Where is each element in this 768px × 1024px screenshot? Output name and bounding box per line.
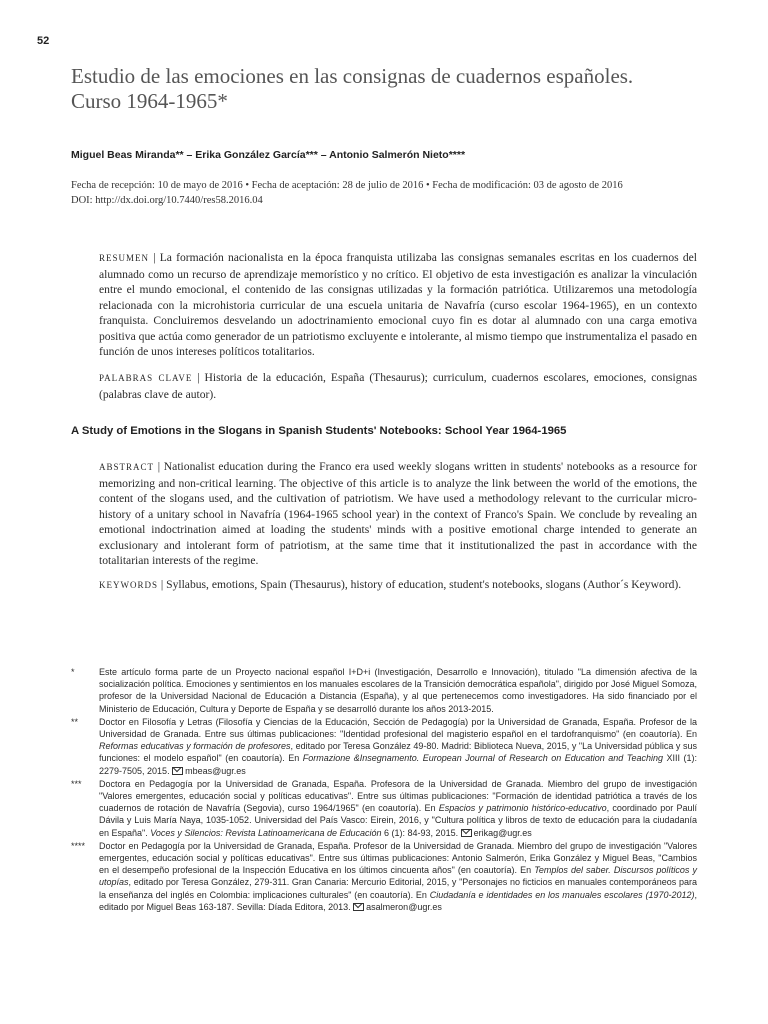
footnote-text-part: , coordinado por Paulí Dávila y Luis María Naya, 1035-1052. Universidad del País Vasco: Eirein, 2016, y "Cultura política y libros de texto de educación para la ciudadanía en España". [99, 803, 697, 838]
palabras-clave-text: | Historia de la educación, España (Thesaurus); curriculum, cuadernos escolares, emociones, consignas (palabras clave de autor). [99, 371, 697, 401]
footnote-journal: Ciudadanía e identidades en los manuales escolares (1970-2012) [429, 889, 695, 900]
footnote-1 [71, 666, 697, 715]
article-title [71, 64, 711, 114]
footnotes [71, 666, 697, 914]
footnote-journal: Voces y Silencios: Revista Latinoamericana de Educación [150, 827, 382, 838]
footnote-text-part: Doctor en Filosofía y Letras (Filosofía y Ciencias de la Educación, Sección de Pedagogía) por la Universidad de Granada, España. Profesor de la Universidad de Granada. Entre sus últimas publicaciones: "Identidad profesional del magisterio español en el tardofranquismo" (en coautoría). En [99, 716, 697, 740]
footnote-text: Este artículo forma parte de un Proyecto nacional español I+D+i (Investigación, Desarrollo e Innovación), titulado "La dimensión afectiva de la socialización política. Emociones y sentimientos en los manuales escolares de la Transición democrática española", dirigido por José Miguel Somoza, profesor de la Universidad Nacional de Educación a Distancia (España), y al que pertenecemos como investigadores. Ha sido financiado por el Ministerio de Educación, Cultura y Deporte de España y se desarrolló durante los años 2013-2015. [99, 667, 697, 714]
footnote-text-part: , editado por Teresa González 49-80. Madrid: Biblioteca Nueva, 2015, y "La Universidad pública y sus funciones: el modelo español" (en coautoría). En [99, 741, 697, 764]
abstract-text: | Nationalist education during the Franco era used weekly slogans written in students' notebooks as a resource for memorizing and non-critical learning. The objective of this article is to analyze the link between the world of the emotions, the content of the slogans used, and the cultivation of patriotism. We have used a methodology relevant to the curricular micro-history of a unitary school in Navafría (1964-1965 school year) in the context of Franco's Spain. We conclude by revealing an emotional indoctrination aimed at loading the students' minds with a positive emotional charge intended to generate an exclusionary and intolerant form of patriotism, at the same time that it institutionalized the past in accordance with the totalitarian interests of the regime. [99, 460, 697, 567]
palabras-clave-label: PALABRAS CLAVE [99, 373, 193, 383]
footnote-mark: * [71, 667, 75, 677]
keywords [99, 577, 697, 594]
footnote-journal: Formazione &Insegnamento. European Journal of Research on Education and Teaching [302, 753, 663, 764]
footnote-text [99, 840, 697, 913]
footnote-4 [71, 840, 697, 913]
title-line-2: Curso 1964-1965* [71, 89, 228, 113]
footnote-publication: Reformas educativas y formación de profesores [99, 741, 291, 752]
title-line-1: Estudio de las emociones en las consignas de cuadernos españoles. [71, 64, 634, 88]
footnote-text-part: Doctor en Pedagogía por la Universidad de Granada, España. Profesor de la Universidad de Granada. Miembro del grupo de investigación "Valores emergentes, educación social y políticas educativas". Entre sus últimas publicaciones: Antonio Salmerón, Erika González y Miguel Beas, "Cambios en el desempeño profesional de la Inspección Educativa en los últimos cincuenta años" (en coautoría). En [99, 840, 697, 876]
authors: Miguel Beas Miranda** – Erika González García*** – Antonio Salmerón Nieto**** [71, 149, 466, 161]
footnote-text-part: 6 (1): 84-93, 2015. [381, 827, 461, 838]
resumen-text: | La formación nacionalista en la época franquista utilizaba las consignas semanales escritas en los cuadernos del alumnado como un recurso de aprendizaje memorístico y no crítico. El objetivo de esta investigación es analizar la vinculación entre el mundo emocional, el contenido de las consignas utilizadas y la formación patriótica. Utilizaremos una metodología relacionada con la microhistoria curricular de una escuela unitaria de Navafría (curso escolar 1964-1965), en un contexto franquista. Concluiremos desvelando un adoctrinamiento emocional cuyo fin es dotar al alumnado con una carga emotiva positiva que actúa como generador de un patriotismo excluyente e intolerante, al mismo tiempo que instrumentaliza el pasado en función de unos intereses políticos totalitarios. [99, 251, 697, 358]
english-title: A Study of Emotions in the Slogans in Spanish Students' Notebooks: School Year 1964-1965 [71, 425, 567, 437]
resumen-label: RESUMEN [99, 253, 150, 263]
mail-icon [353, 903, 364, 911]
footnote-text-part: Doctora en Pedagogía por la Universidad de Granada, España. Profesora de la Universidad de Granada. Miembro del grupo de investigación "Valores emergentes, educación social y políticas educativas". Entre sus últimas publicaciones: "Formación de identidad patriótica a través de los cuadernos de rotación de Navafría (Segovia), curso 1964/1965" (en coautoría). En [99, 778, 697, 814]
footnote-publication: Espacios y patrimonio histórico-educativo [438, 803, 607, 814]
keywords-text: | Syllabus, emotions, Spain (Thesaurus), history of education, student's notebooks, slogans (Author´s Keyword). [158, 578, 682, 591]
footnote-mark: **** [71, 840, 86, 851]
abstract [99, 459, 697, 569]
dates-line: Fecha de recepción: 10 de mayo de 2016 • Fecha de aceptación: 28 de julio de 2016 • Fecha de modificación: 03 de agosto de 2016 [71, 180, 623, 191]
author-email[interactable]: asalmeron@ugr.es [366, 901, 442, 912]
publication-dates [71, 178, 731, 208]
mail-icon [461, 829, 472, 837]
mail-icon [172, 767, 183, 775]
footnote-text [99, 716, 697, 777]
footnote-text-part: , editado por Teresa González, 279-311. Gran Canaria: Mercurio Editorial, 2015, y "Personajes no ficticios en manuales contemporáneos para la enseñanza del inglés en Colombia: implicaciones culturales" (en coautoría). En [99, 877, 697, 900]
footnote-publication: Templos del saber. Discursos políticos y utopías [99, 865, 697, 888]
palabras-clave [99, 370, 697, 402]
doi-link[interactable]: DOI: http://dx.doi.org/10.7440/res58.2016.04 [71, 195, 263, 206]
footnote-text-part: , editado por Miguel Beas 163-187. Sevilla: Díada Editora, 2013. [99, 889, 698, 912]
author-email[interactable]: mbeas@ugr.es [185, 765, 246, 776]
footnote-text-part: XIII (1): 2279-7505, 2015. [99, 753, 697, 776]
footnote-mark: *** [71, 778, 82, 789]
footnote-2 [71, 716, 697, 777]
footnote-3 [71, 778, 697, 839]
keywords-label: KEYWORDS [99, 580, 158, 590]
footnote-mark: ** [71, 716, 79, 727]
footnote-text [99, 778, 697, 839]
author-email[interactable]: erikag@ugr.es [473, 827, 532, 838]
page-number: 52 [37, 35, 50, 47]
resumen [99, 250, 697, 360]
abstract-label: ABSTRACT [99, 462, 155, 472]
